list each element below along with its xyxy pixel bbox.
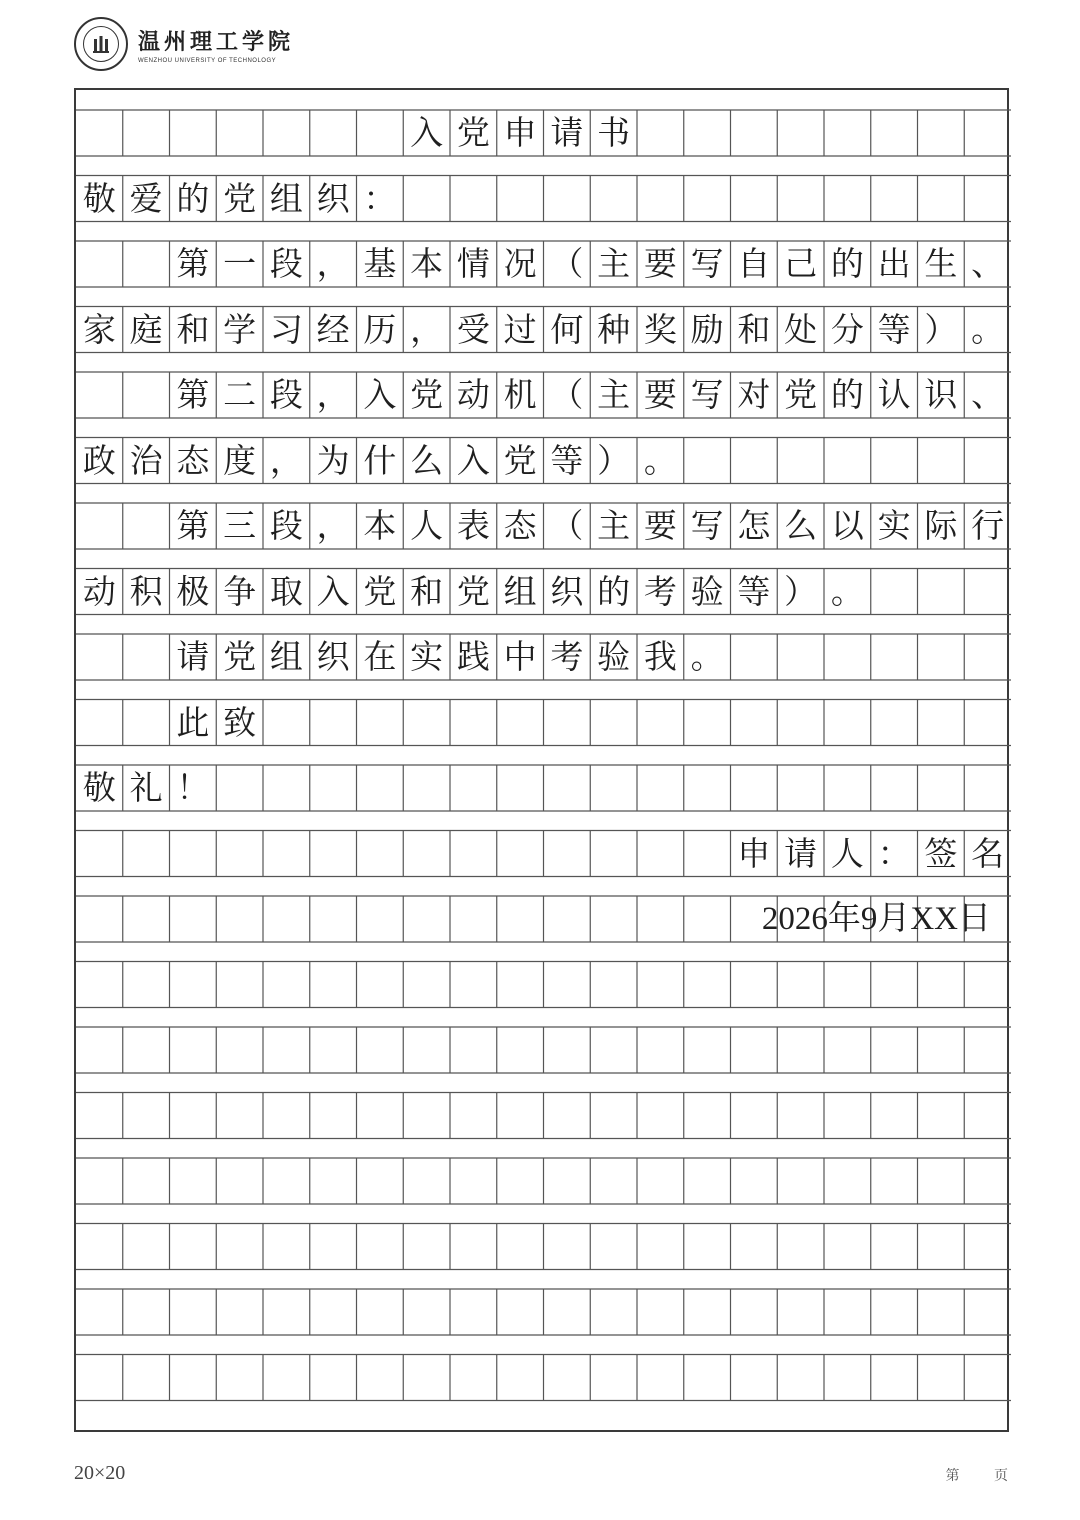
paragraph2-line1-char: ， bbox=[316, 375, 350, 414]
paragraph2-line2-char: 为 bbox=[316, 440, 350, 480]
paragraph3-line1-char: 第 bbox=[176, 506, 210, 545]
salutation-char: 爱 bbox=[129, 178, 163, 218]
paragraph2-line2-char: 治 bbox=[129, 440, 163, 480]
request-char: 考 bbox=[550, 637, 584, 676]
page-header bbox=[74, 14, 294, 74]
paragraph3-line1-char: 态 bbox=[503, 506, 537, 545]
paragraph2-line2-char: 党 bbox=[503, 440, 537, 480]
request-char: 。 bbox=[690, 637, 724, 676]
paragraph1-line1-char: 本 bbox=[410, 244, 444, 283]
paragraph2-line1-char: 要 bbox=[643, 375, 677, 414]
paragraph2-line1-char: 第 bbox=[176, 375, 210, 414]
paragraph3-line2-char: 党 bbox=[363, 571, 397, 611]
paragraph1-line1-char: （ bbox=[550, 244, 584, 283]
paragraph3-line1-char: 段 bbox=[269, 506, 303, 545]
request-char: 组 bbox=[269, 637, 303, 676]
paragraph3-line1-char: 怎 bbox=[737, 506, 771, 545]
request-char: 中 bbox=[503, 637, 537, 676]
title-char: 入 bbox=[410, 113, 444, 152]
paragraph3-line1-char: 实 bbox=[877, 506, 911, 545]
paragraph3-line1-char: ， bbox=[316, 506, 350, 545]
salutation-char: 的 bbox=[176, 178, 210, 218]
paragraph1-line1-char: 写 bbox=[690, 244, 724, 283]
closing1-char: 致 bbox=[223, 702, 257, 742]
paragraph2-line2-char: 。 bbox=[643, 440, 677, 480]
paragraph3-line2-char: 积 bbox=[129, 571, 163, 611]
paragraph1-line2-char: 习 bbox=[269, 309, 303, 349]
paragraph2-line1-char: 二 bbox=[223, 375, 257, 414]
applicant-char: 签 bbox=[924, 833, 958, 873]
grid-paper bbox=[74, 88, 1009, 1432]
paragraph3-line1-char: 行 bbox=[971, 506, 1005, 545]
paragraph1-line2-char: 过 bbox=[503, 309, 537, 349]
paragraph3-line2-char: 和 bbox=[410, 571, 444, 611]
paragraph2-line1-char: 动 bbox=[456, 375, 490, 414]
paragraph1-line2-char: 学 bbox=[223, 309, 257, 349]
paragraph2-line1-char: 对 bbox=[737, 375, 771, 414]
paragraph2-line2-char: 入 bbox=[456, 440, 490, 480]
paragraph3-line1-char: 写 bbox=[690, 506, 724, 545]
paragraph2-line1-char: 党 bbox=[784, 375, 818, 414]
paragraph1-line1-char: 情 bbox=[456, 244, 490, 283]
paragraph3-line1-char: （ bbox=[550, 506, 584, 545]
paragraph2-line1-char: 机 bbox=[503, 375, 537, 414]
paragraph1-line1-char: 自 bbox=[737, 244, 771, 283]
paragraph3-line2-char: 入 bbox=[316, 571, 350, 611]
paragraph1-line1-char: 、 bbox=[971, 244, 1005, 283]
paragraph1-line2-char: 何 bbox=[550, 309, 584, 349]
paragraph3-line2-char: 组 bbox=[503, 571, 537, 611]
applicant-char: ： bbox=[877, 833, 911, 873]
request-char: 实 bbox=[410, 637, 444, 676]
paragraph1-line2-char: 奖 bbox=[643, 309, 677, 349]
closing1-char: 此 bbox=[176, 702, 210, 742]
school-name: 温州理工学院 bbox=[138, 28, 295, 55]
paragraph1-line2-char: 处 bbox=[784, 309, 818, 349]
paragraph3-line2-char: 织 bbox=[550, 571, 584, 611]
paragraph1-line2-char: 经 bbox=[316, 309, 350, 349]
paragraph3-line2-char: 党 bbox=[456, 571, 490, 611]
applicant-char: 请 bbox=[784, 833, 818, 873]
school-name-en: WENZHOU UNIVERSITY OF TECHNOLOGY bbox=[138, 57, 277, 64]
paragraph2-line2-char: ， bbox=[269, 440, 303, 480]
paragraph3-line2-char: 的 bbox=[597, 571, 631, 611]
title-char: 请 bbox=[550, 113, 584, 152]
paragraph3-line2-char: 等 bbox=[737, 571, 771, 611]
paragraph1-line1-char: 况 bbox=[503, 244, 537, 283]
paragraph1-line2-char: 和 bbox=[176, 309, 210, 349]
request-char: 我 bbox=[643, 637, 677, 676]
paragraph3-line1-char: 以 bbox=[830, 506, 864, 545]
paragraph3-line1-char: 本 bbox=[363, 506, 397, 545]
closing2-char: 敬 bbox=[82, 768, 116, 807]
paragraph1-line1-char: 的 bbox=[830, 244, 864, 283]
salutation-char: 敬 bbox=[82, 178, 116, 218]
paragraph2-line1-char: 入 bbox=[363, 375, 397, 414]
paragraph3-line1-char: 人 bbox=[410, 506, 444, 545]
paragraph2-line1-char: 、 bbox=[971, 375, 1005, 414]
paragraph3-line2-char: 动 bbox=[82, 571, 116, 611]
paragraph1-line2-char: ） bbox=[924, 309, 958, 349]
title-char: 书 bbox=[597, 113, 631, 152]
salutation-char: 党 bbox=[223, 178, 257, 218]
paragraph2-line1-char: 认 bbox=[877, 375, 911, 414]
salutation-char: 组 bbox=[269, 178, 303, 218]
request-char: 织 bbox=[316, 637, 350, 676]
paragraph1-line1-char: 基 bbox=[363, 244, 397, 283]
school-brand bbox=[138, 25, 294, 64]
request-char: 验 bbox=[597, 637, 631, 676]
paragraph1-line1-char: 段 bbox=[269, 244, 303, 283]
salutation-char: 织 bbox=[316, 178, 350, 218]
paragraph3-line1-char: 么 bbox=[784, 506, 818, 545]
paragraph3-line1-char: 要 bbox=[643, 506, 677, 545]
paragraph2-line1-char: 识 bbox=[924, 375, 958, 414]
paragraph3-line1-char: 主 bbox=[597, 506, 631, 545]
paragraph3-line2-char: 取 bbox=[269, 571, 303, 611]
paragraph1-line2-char: 和 bbox=[737, 309, 771, 349]
paragraph2-line1-char: 党 bbox=[410, 375, 444, 414]
paragraph3-line1-char: 三 bbox=[223, 506, 257, 545]
request-char: 党 bbox=[223, 637, 257, 676]
paragraph3-line2-char: 考 bbox=[643, 571, 677, 611]
request-char: 请 bbox=[176, 637, 210, 676]
paragraph1-line2-char: 种 bbox=[597, 309, 631, 349]
paragraph3-line2-char: 。 bbox=[830, 571, 864, 611]
paragraph1-line1-char: ， bbox=[316, 244, 350, 283]
paragraph1-line2-char: ， bbox=[410, 309, 444, 349]
university-seal-icon bbox=[74, 17, 128, 71]
paragraph2-line2-char: 态 bbox=[176, 440, 210, 480]
closing2-char: ！ bbox=[176, 768, 210, 807]
request-char: 践 bbox=[456, 637, 490, 676]
request-char: 在 bbox=[363, 637, 397, 676]
paragraph1-line2-char: 家 bbox=[82, 309, 116, 349]
paragraph1-line1-char: 生 bbox=[924, 244, 958, 283]
text-layer bbox=[76, 90, 1011, 1434]
paragraph3-line2-char: ） bbox=[784, 571, 818, 611]
paragraph2-line1-char: 主 bbox=[597, 375, 631, 414]
title-char: 申 bbox=[503, 113, 537, 152]
paragraph1-line1-char: 一 bbox=[223, 244, 257, 283]
paragraph2-line2-char: ） bbox=[597, 440, 631, 480]
paragraph3-line1-char: 际 bbox=[924, 506, 958, 545]
paragraph2-line1-char: 写 bbox=[690, 375, 724, 414]
paragraph1-line2-char: 。 bbox=[971, 309, 1005, 349]
applicant-char: 人 bbox=[830, 833, 864, 873]
paragraph1-line2-char: 等 bbox=[877, 309, 911, 349]
paragraph1-line2-char: 励 bbox=[690, 309, 724, 349]
paragraph1-line2-char: 庭 bbox=[129, 309, 163, 349]
paragraph3-line1-char: 表 bbox=[456, 506, 490, 545]
applicant-char: 申 bbox=[737, 833, 771, 873]
paragraph2-line1-char: （ bbox=[550, 375, 584, 414]
paragraph1-line2-char: 分 bbox=[830, 309, 864, 349]
paragraph2-line1-char: 的 bbox=[830, 375, 864, 414]
paragraph2-line2-char: 度 bbox=[223, 440, 257, 480]
paragraph1-line1-char: 主 bbox=[597, 244, 631, 283]
paragraph3-line2-char: 争 bbox=[223, 571, 257, 611]
paragraph3-line2-char: 极 bbox=[176, 571, 210, 611]
date-line: 2026年9月XX日 bbox=[761, 901, 991, 937]
paragraph1-line2-char: 受 bbox=[456, 309, 490, 349]
paragraph2-line2-char: 么 bbox=[410, 440, 444, 480]
paragraph2-line1-char: 段 bbox=[269, 375, 303, 414]
paragraph3-line2-char: 验 bbox=[690, 571, 724, 611]
paragraph2-line2-char: 政 bbox=[82, 440, 116, 480]
paragraph1-line2-char: 历 bbox=[363, 309, 397, 349]
paragraph1-line1-char: 第 bbox=[176, 244, 210, 283]
salutation-char: ： bbox=[363, 178, 397, 218]
title-char: 党 bbox=[456, 113, 490, 152]
page-number-label: 第 页 bbox=[945, 1468, 1008, 1484]
paragraph1-line1-char: 出 bbox=[877, 244, 911, 283]
grid-size-label: 20×20 bbox=[74, 1462, 126, 1484]
paragraph2-line2-char: 等 bbox=[550, 440, 584, 480]
paragraph2-line2-char: 什 bbox=[363, 440, 397, 480]
paragraph1-line1-char: 己 bbox=[784, 244, 818, 283]
paragraph1-line1-char: 要 bbox=[643, 244, 677, 283]
closing2-char: 礼 bbox=[129, 768, 163, 807]
applicant-char: 名 bbox=[971, 833, 1005, 873]
